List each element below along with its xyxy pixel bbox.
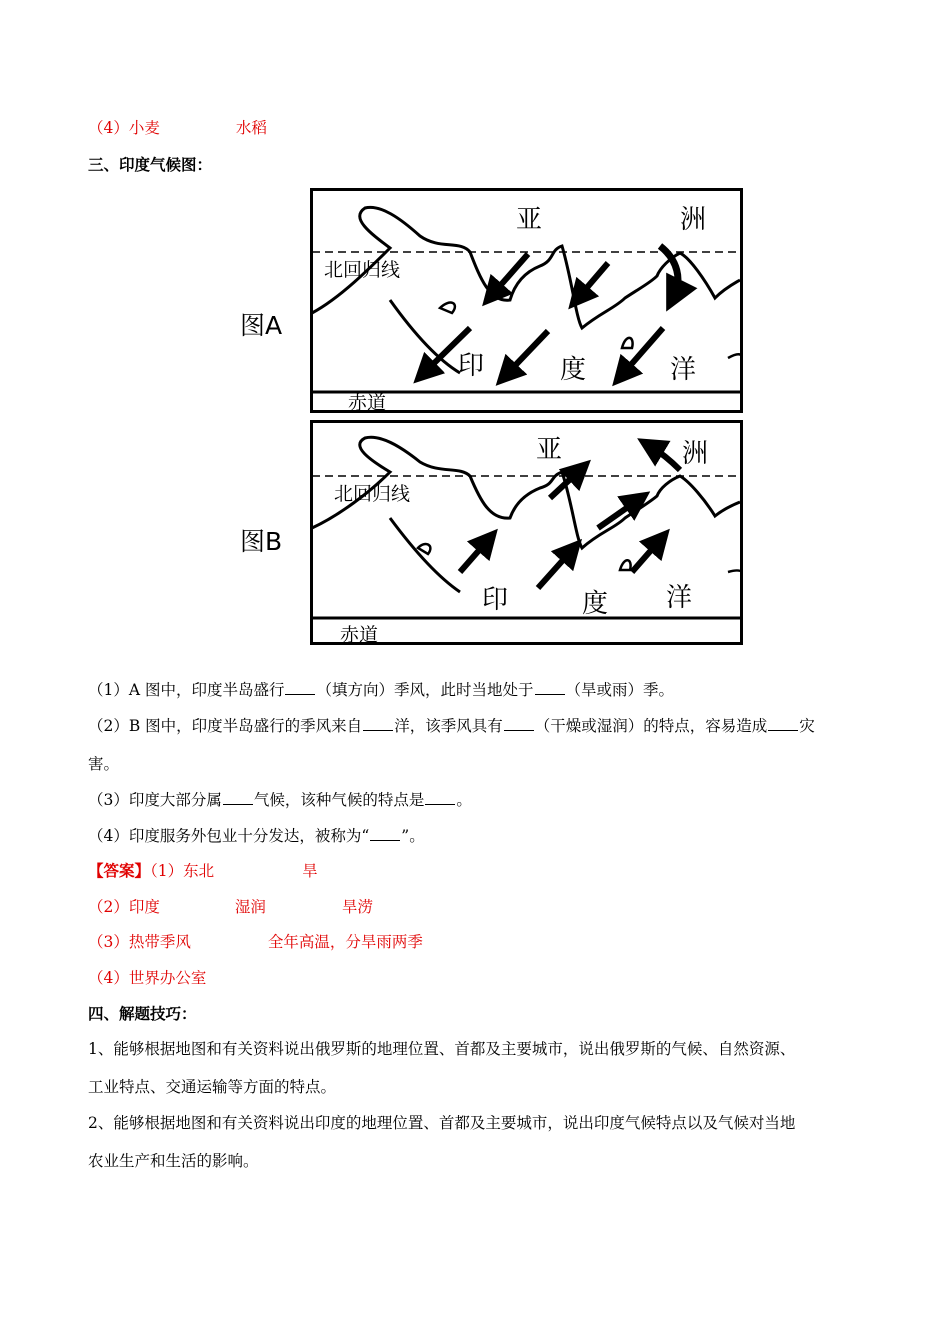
map-a-arrow (506, 331, 548, 375)
answer-tag: 【答案】 (88, 861, 151, 880)
answer-blank (425, 790, 455, 805)
question-3: （3）印度大部分属 气候，该种气候的特点是 。 (88, 791, 472, 809)
top-answer-num: （4） (88, 119, 129, 137)
answer-blank (535, 680, 565, 695)
map-a-arrow (578, 263, 608, 298)
answer-blank (363, 716, 393, 731)
map-a-ocean-3: 洋 (670, 355, 697, 385)
tip-2-line-1: 2、能够根据地图和有关资料说出印度的地理位置、首都及主要城市，说出印度气候特点以及气候对当地 (88, 1114, 796, 1132)
map-b-arrow (632, 540, 660, 572)
answer-1: 【答案】（1）东北 旱 (88, 861, 318, 880)
answer-3: （3）热带季风 全年高温，分旱雨两季 (88, 933, 423, 951)
figure-b-label: 图B (240, 527, 283, 556)
map-b-asia-1: 亚 (536, 435, 563, 465)
top-answer-b: 水稻 (235, 119, 267, 137)
map-b-ocean-3: 洋 (666, 583, 693, 613)
map-a (310, 188, 743, 416)
tip-1-line-2: 工业特点、交通运输等方面的特点。 (88, 1078, 337, 1096)
map-b-ocean-1: 印 (482, 585, 509, 615)
map-a-tropic-label: 北回归线 (324, 259, 401, 281)
answer-4: （4）世界办公室 (88, 969, 207, 987)
map-b-arrow (550, 470, 580, 498)
map-b (310, 420, 743, 648)
map-a-ocean-2: 度 (560, 355, 587, 385)
question-2: （2）B 图中，印度半岛盛行的季风来自 洋，该季风具有 （干燥或湿润）的特点，容易造成 灾 (88, 717, 815, 735)
map-a-equator-label: 赤道 (348, 392, 387, 414)
map-b-arrow (460, 540, 488, 572)
section3-title: 三、印度气候图： (88, 155, 213, 174)
tip-2-line-2: 农业生产和生活的影响。 (88, 1152, 259, 1170)
top-answer-a: 小麦 (128, 119, 160, 137)
question-1: （1）A 图中，印度半岛盛行 （填方向）季风，此时当地处于 （旱或雨）季。 (88, 681, 675, 699)
map-a-arrow (492, 254, 528, 295)
answer-blank (768, 716, 798, 731)
answer-blank (285, 680, 315, 695)
map-b-ocean-2: 度 (582, 589, 609, 619)
answer-2: （2）印度 湿润 旱涝 (88, 898, 373, 916)
map-a-ocean-1: 印 (458, 351, 485, 381)
map-b-asia-2: 洲 (682, 439, 709, 469)
tip-1-line-1: 1、能够根据地图和有关资料说出俄罗斯的地理位置、首都及主要城市，说出俄罗斯的气候、自然资源、 (88, 1040, 796, 1058)
map-a-asia-2: 洲 (680, 205, 707, 235)
india-climate-figure (236, 186, 746, 650)
answer-blank (370, 826, 400, 841)
section4-title: 四、解题技巧： (88, 1004, 197, 1023)
question-2-cont: 害。 (88, 755, 120, 773)
map-b-arrow (538, 550, 572, 588)
figure-a-label: 图A (240, 311, 283, 340)
map-a-arrow (622, 328, 663, 375)
map-b-coast-west (390, 518, 460, 592)
top-answer-line (88, 118, 267, 138)
map-a-arrow (660, 246, 678, 296)
answer-blank (223, 790, 253, 805)
question-4: （4）印度服务外包业十分发达，被称为“ ”。 (88, 827, 425, 845)
map-b-equator-label: 赤道 (340, 624, 379, 646)
answer-blank (504, 716, 534, 731)
map-a-asia-1: 亚 (516, 205, 543, 235)
map-b-arrow (650, 446, 680, 470)
map-b-tropic-label: 北回归线 (334, 483, 411, 505)
